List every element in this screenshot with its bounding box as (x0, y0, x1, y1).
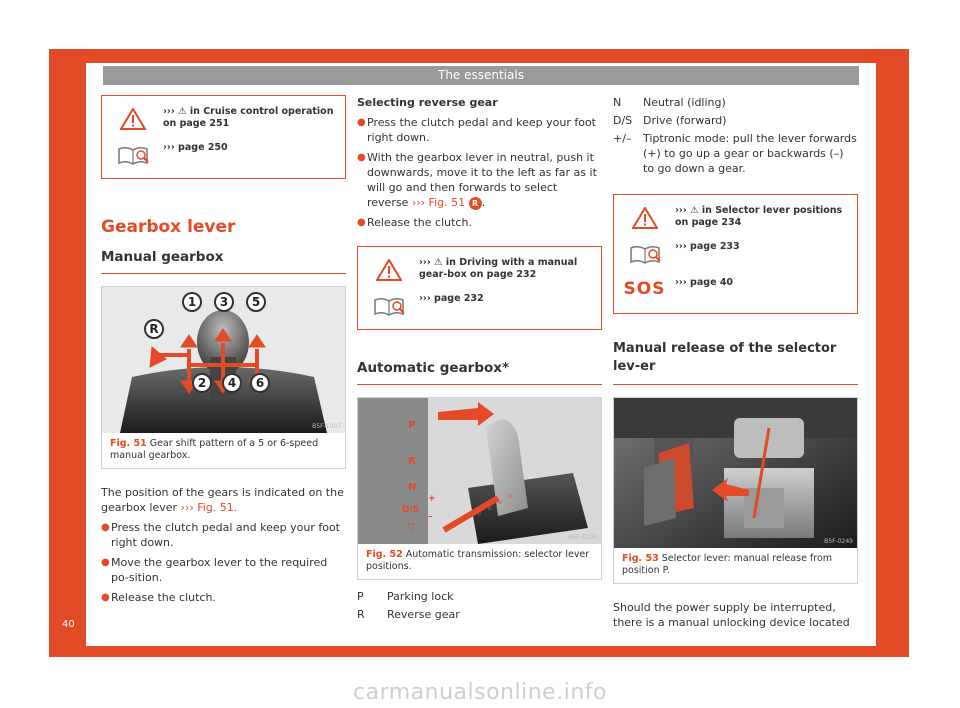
list-item (101, 555, 346, 585)
list-item-text: Move the gearbox lever to the required po-sition. (111, 556, 328, 584)
page-reference[interactable]: ››› page 233 (675, 241, 740, 252)
selector-label-ds: D/S (402, 505, 420, 515)
definition-key: D/S (613, 114, 633, 127)
figure-caption-text: Gear shift pattern of a 5 or 6-speed manual gearbox. (110, 438, 319, 461)
figure-51 (101, 286, 346, 469)
warning-note (110, 106, 337, 132)
page-reference[interactable]: ››› page 40 (675, 277, 734, 288)
bullet-dot-icon: ● (101, 557, 110, 568)
warning-icon (622, 205, 667, 229)
gear-shift-illustration (102, 287, 345, 433)
definition-key: P (357, 590, 364, 603)
gear-label-5: 5 (246, 292, 266, 312)
selector-label-n: N (408, 482, 417, 493)
manual-release-illustration (614, 398, 857, 548)
gear-label-4: 4 (222, 373, 242, 393)
figure-53 (613, 397, 858, 584)
list-item-text: Press the clutch pedal and keep your foot right down. (367, 116, 596, 144)
warning-reference[interactable]: ››› ⚠ in Selector lever positions on page 234 (675, 205, 843, 228)
subsection-title: Manual gearbox (101, 249, 346, 274)
figure-number: Fig. 52 (366, 549, 403, 560)
selector-label-plus: + (428, 494, 436, 504)
note-box (101, 95, 346, 179)
column-3 (613, 95, 858, 630)
svg-text:P: P (478, 512, 482, 518)
definition-row (357, 607, 602, 622)
manual-note (110, 142, 337, 168)
definition-row (613, 131, 858, 176)
list-item (357, 150, 602, 210)
bullet-dot-icon: ● (101, 522, 110, 533)
automatic-selector-illustration (358, 398, 601, 544)
gear-label-r: R (144, 319, 164, 339)
definition-value: Reverse gear (387, 608, 460, 621)
note-box (357, 246, 602, 330)
warning-reference[interactable]: ››› ⚠ in Cruise control operation on page 251 (163, 106, 334, 129)
list-item (101, 590, 346, 605)
reverse-gear-heading: Selecting reverse gear (357, 96, 498, 109)
list-item-text: Release the clutch. (367, 216, 472, 229)
page-header: The essentials (103, 66, 859, 85)
reverse-gear-text (357, 95, 602, 230)
warning-reference[interactable]: ››› ⚠ in Driving with a manual gear-box on page 232 (419, 257, 578, 280)
selector-label-down: ▽ (407, 522, 415, 533)
svg-text:R: R (488, 506, 492, 512)
subsection-title: Automatic gearbox* (357, 360, 602, 385)
sos-icon (622, 277, 667, 299)
definition-value: Parking lock (387, 590, 454, 603)
page-reference[interactable]: ››› page 250 (163, 142, 228, 153)
bullet-dot-icon: ● (357, 217, 366, 228)
warning-note (366, 257, 593, 283)
manual-note (366, 293, 593, 319)
definition-row (613, 95, 858, 110)
page-reference[interactable]: ››› page 232 (419, 293, 484, 304)
warning-note (622, 205, 849, 231)
figure-code: B5F-1007 (312, 423, 341, 430)
gear-label-6: 6 (250, 373, 270, 393)
figure-number: Fig. 51 (110, 438, 147, 449)
definition-value: Neutral (idling) (643, 96, 726, 109)
column-1 (101, 95, 346, 605)
fig-51-link[interactable]: ››› Fig. 51 (411, 196, 466, 209)
page-number: 40 (62, 619, 75, 630)
selector-label-minus: – (428, 512, 433, 522)
bullet-dot-icon: ● (101, 592, 110, 603)
definition-key: +/– (613, 132, 632, 145)
sos-label: SOS (623, 279, 666, 299)
note-box (613, 194, 858, 314)
list-item (357, 215, 602, 230)
intro-text: The position of the gears is indicated on the gearbox lever (101, 486, 344, 514)
warning-icon (366, 257, 411, 281)
definition-row (357, 589, 602, 604)
list-item-text: With the gearbox lever in neutral, push it downwards, move it to the left as far as it will go and then forwards to select reverse ››› Fig. 51 R . (367, 151, 597, 209)
section-title: Gearbox lever (101, 217, 236, 237)
definition-row (613, 113, 858, 128)
figure-code: B5F-0249 (824, 538, 853, 545)
manual-note (622, 241, 849, 267)
definition-key: R (357, 608, 365, 621)
sos-note (622, 277, 849, 303)
manual-book-icon (366, 293, 411, 317)
selector-label-r: R (408, 456, 416, 467)
warning-icon (110, 106, 155, 130)
subsection-title: Manual release of the selector lev-er (613, 340, 858, 385)
bullet-dot-icon: ● (357, 152, 366, 163)
manual-gearbox-text (101, 485, 346, 605)
definition-key: N (613, 96, 622, 109)
figure-caption (358, 544, 601, 579)
bullet-dot-icon: ● (357, 117, 366, 128)
watermark: carmanualsonline.info (353, 680, 607, 705)
svg-text:N: N (498, 500, 502, 506)
gear-label-2: 2 (192, 373, 212, 393)
figure-caption-text: Selector lever: manual release from position P. (622, 553, 833, 576)
manual-release-text: Should the power supply be interrupted, there is a manual unlocking device located (613, 601, 850, 629)
selector-label-p: P (408, 420, 416, 431)
gear-label-1: 1 (182, 292, 202, 312)
figure-number: Fig. 53 (622, 553, 659, 564)
list-item-text: Release the clutch. (111, 591, 216, 604)
definition-value: Drive (forward) (643, 114, 727, 127)
position-definitions (357, 589, 602, 622)
figure-caption (614, 548, 857, 583)
gear-label-3: 3 (214, 292, 234, 312)
bullet-text: With the gearbox lever in neutral, push it downwards, move it to the left as far as it will go and then forwards to select reverse (367, 151, 597, 209)
manual-book-icon (622, 241, 667, 265)
column-2 (357, 95, 602, 622)
list-item-text: Press the clutch pedal and keep your foot right down. (111, 521, 340, 549)
position-definitions (613, 95, 858, 176)
list-item (101, 520, 346, 550)
figure-caption (102, 433, 345, 468)
reverse-badge: R (469, 197, 482, 210)
intro-paragraph (101, 485, 346, 515)
svg-text:D: D (508, 494, 512, 500)
fig-51-link[interactable]: ››› Fig. 51. (180, 501, 238, 514)
manual-book-icon (110, 142, 155, 166)
figure-caption-text: Automatic transmission: selector lever positions. (366, 549, 590, 572)
figure-52 (357, 397, 602, 580)
figure-code: B5F-0206 (568, 534, 597, 541)
list-item (357, 115, 602, 145)
definition-value: Tiptronic mode: pull the lever forwards (+) to go up a gear or backwards (–) to go down a gear. (643, 132, 857, 175)
